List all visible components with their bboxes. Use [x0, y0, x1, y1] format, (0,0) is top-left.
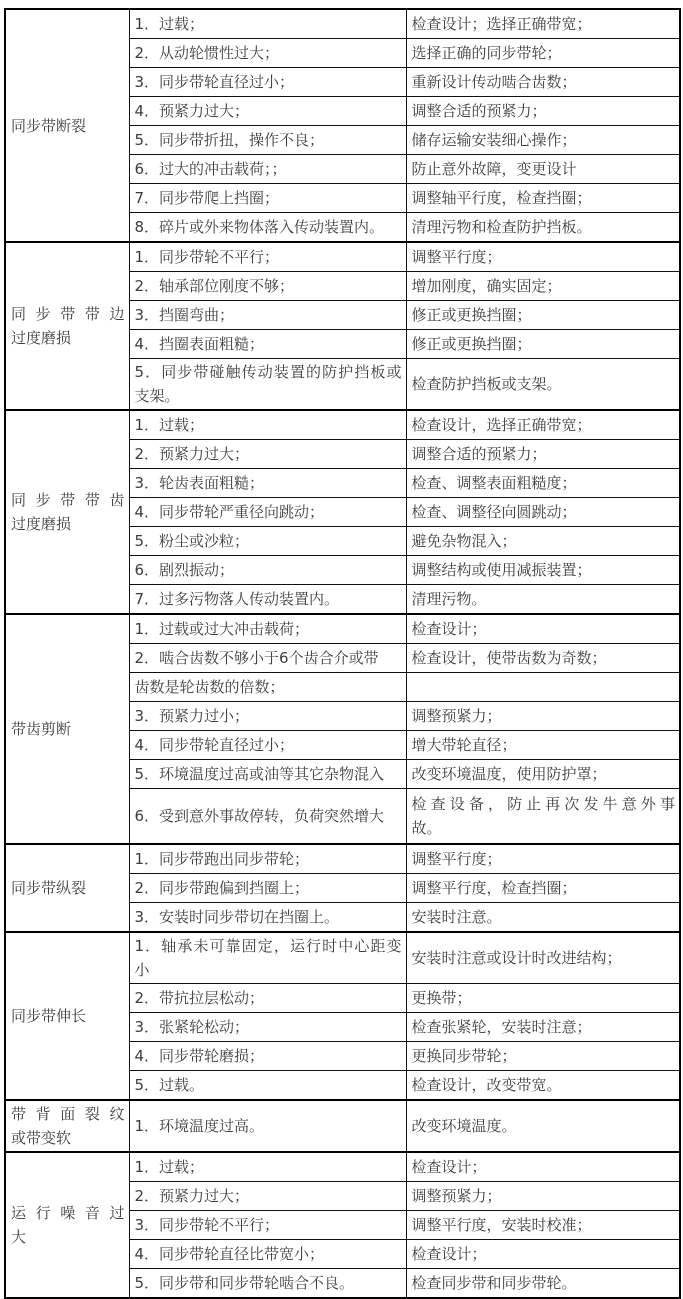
solution-cell: 增加刚度，确实固定； — [406, 272, 680, 301]
solution-cell — [406, 673, 680, 702]
solution-cell: 修正或更换挡圈； — [406, 301, 680, 330]
cause-cell: 2．带抗拉层松动； — [129, 984, 406, 1013]
cause-cell: 3．同步带轮直径过小； — [129, 68, 406, 97]
solution-cell: 调整平行度； — [406, 844, 680, 874]
cause-cell: 4．同步带轮严重径向跳动； — [129, 498, 406, 527]
solution-cell: 调整平行度，安装时校准； — [406, 1211, 680, 1240]
table-row — [5, 1152, 680, 1182]
cause-cell: 3．挡圈弯曲； — [129, 301, 406, 330]
cause-cell: 5．同步带折扭，操作不良； — [129, 126, 406, 155]
cause-cell: 1．同步带跑出同步带轮； — [129, 844, 406, 874]
failure-mode-label: 同步带带齿 过度磨损 — [11, 491, 125, 533]
solution-cell: 检查设计；选择正确带宽； — [406, 9, 680, 39]
failure-mode-cell — [5, 1100, 129, 1152]
cause-cell: 5．过载。 — [129, 1071, 406, 1101]
solution-cell: 检查同步带和同步带轮。 — [406, 1269, 680, 1299]
cause-cell: 3．预紧力过小； — [129, 702, 406, 731]
section-edge-wear — [5, 242, 680, 410]
solution-cell: 调整平行度； — [406, 242, 680, 272]
solution-cell: 安装时注意。 — [406, 903, 680, 933]
cause-cell: 7．同步带爬上挡圈； — [129, 184, 406, 213]
cause-cell: 5．同步带和同步带轮啮合不良。 — [129, 1269, 406, 1299]
failure-mode-label: 带背面裂纹 或带变软 — [11, 1105, 125, 1147]
cause-cell: 5．环境温度过高或油等其它杂物混入 — [129, 760, 406, 789]
solution-cell: 调整预紧力； — [406, 702, 680, 731]
cause-cell: 3．安装时同步带切在挡圈上。 — [129, 903, 406, 933]
solution-cell: 检查设计； — [406, 1152, 680, 1182]
table-row — [5, 614, 680, 644]
cause-cell: 5．粉尘或沙粒； — [129, 527, 406, 556]
failure-mode-cell — [5, 410, 129, 614]
solution-cell: 重新设计传动啮合齿数； — [406, 68, 680, 97]
cause-cell: 5．同步带碰触传动装置的防护挡板或 支架。 — [129, 359, 406, 411]
failure-mode-label: 同步带断裂 — [11, 116, 87, 135]
cause-cell: 1．过载； — [129, 9, 406, 39]
solution-cell: 检查防护挡板或支架。 — [406, 359, 680, 411]
cause-cell: 4．挡圈表面粗糙； — [129, 330, 406, 359]
cause-cell: 3．张紧轮松动； — [129, 1013, 406, 1042]
solution-cell: 更换同步带轮； — [406, 1042, 680, 1071]
table-row — [5, 932, 680, 984]
failure-mode-cell — [5, 932, 129, 1100]
cause-cell: 1．过载； — [129, 410, 406, 440]
solution-cell: 检查张紧轮，安装时注意； — [406, 1013, 680, 1042]
cause-cell: 2．从动轮惯性过大； — [129, 39, 406, 68]
failure-mode-cell — [5, 614, 129, 844]
solution-cell: 检查、调整径向圆跳动； — [406, 498, 680, 527]
solution-cell: 储存运输安装细心操作； — [406, 126, 680, 155]
failure-mode-cell — [5, 242, 129, 410]
failure-mode-label: 同步带伸长 — [11, 1007, 87, 1025]
solution-cell: 选择正确的同步带轮； — [406, 39, 680, 68]
cause-cell: 2．同步带跑偏到挡圈上； — [129, 874, 406, 903]
cause-cell: 7．过多污物落人传动装置内。 — [129, 585, 406, 615]
cause-cell: 1．环境温度过高。 — [129, 1100, 406, 1152]
section-belt-elongation — [5, 932, 680, 1100]
section-longitudinal-crack — [5, 844, 680, 932]
solution-cell: 改变环境温度，使用防护罩； — [406, 760, 680, 789]
cause-cell: 2．啮合齿数不够小于6个齿合介或带 — [129, 644, 406, 673]
solution-cell: 防止意外故障，变更设计 — [406, 155, 680, 184]
table-row — [5, 844, 680, 874]
cause-cell: 6．过大的冲击载荷；； — [129, 155, 406, 184]
section-running-noise — [5, 1152, 680, 1298]
failure-mode-label: 带齿剪断 — [11, 720, 72, 738]
solution-cell: 调整预紧力； — [406, 1182, 680, 1211]
solution-cell: 检查设计，改变带宽。 — [406, 1071, 680, 1101]
cause-cell: 1．同步带轮不平行； — [129, 242, 406, 272]
solution-cell: 调整结构或使用减振装置； — [406, 556, 680, 585]
solution-cell: 更换带； — [406, 984, 680, 1013]
cause-cell: 1．过载； — [129, 1152, 406, 1182]
solution-cell: 清理污物。 — [406, 585, 680, 615]
cause-cell: 4．预紧力过大； — [129, 97, 406, 126]
cause-cell: 4．同步带轮直径比带宽小； — [129, 1240, 406, 1269]
failure-mode-label: 同步带纵裂 — [11, 879, 87, 897]
cause-cell: 4．同步带轮直径过小； — [129, 731, 406, 760]
solution-cell: 安装时注意或设计时改进结构； — [406, 932, 680, 984]
solution-cell: 检查设备，防止再次发牛意外事 故。 — [406, 789, 680, 845]
solution-cell: 避免杂物混入； — [406, 527, 680, 556]
solution-cell: 检查、调整表面粗糙度； — [406, 469, 680, 498]
cause-cell: 齿数是轮齿数的倍数； — [129, 673, 406, 702]
cause-cell: 2．轴承部位刚度不够； — [129, 272, 406, 301]
solution-cell: 检查设计； — [406, 614, 680, 644]
cause-cell: 6．受到意外事故停转，负荷突然增大 — [129, 789, 406, 845]
table-row — [5, 410, 680, 440]
cause-cell: 4．同步带轮磨损； — [129, 1042, 406, 1071]
cause-cell: 1．过载或过大冲击载荷； — [129, 614, 406, 644]
failure-mode-cell — [5, 844, 129, 932]
page — [0, 8, 683, 1299]
cause-cell: 3．同步带轮不平行； — [129, 1211, 406, 1240]
solution-cell: 改变环境温度。 — [406, 1100, 680, 1152]
cause-cell: 2．预紧力过大； — [129, 1182, 406, 1211]
solution-cell: 检查设计，使带齿数为奇数； — [406, 644, 680, 673]
solution-cell: 清理污物和检查防护挡板。 — [406, 213, 680, 243]
failure-mode-cell — [5, 1152, 129, 1298]
solution-cell: 修正或更换挡圈； — [406, 330, 680, 359]
cause-cell: 6．剧烈振动； — [129, 556, 406, 585]
failure-mode-table — [4, 8, 681, 1299]
solution-cell: 调整合适的预紧力； — [406, 97, 680, 126]
cause-cell: 3．轮齿表面粗糙； — [129, 469, 406, 498]
table-row — [5, 1100, 680, 1152]
solution-cell: 检查设计； — [406, 1240, 680, 1269]
section-tooth-wear — [5, 410, 680, 614]
solution-cell: 调整合适的预紧力； — [406, 440, 680, 469]
table-row — [5, 242, 680, 272]
section-tooth-shear — [5, 614, 680, 844]
failure-mode-label: 同步带带边 过度磨损 — [11, 305, 125, 347]
section-back-crack-softening — [5, 1100, 680, 1152]
solution-cell: 调整平行度，检查挡圈； — [406, 874, 680, 903]
cause-cell: 1．轴承未可靠固定，运行时中心距变 小 — [129, 932, 406, 984]
solution-cell: 检查设计，选择正确带宽； — [406, 410, 680, 440]
failure-mode-cell — [5, 9, 129, 242]
table-row — [5, 9, 680, 39]
failure-mode-label: 运行噪音过 大 — [11, 1204, 125, 1246]
solution-cell: 增大带轮直径； — [406, 731, 680, 760]
cause-cell: 2．预紧力过大； — [129, 440, 406, 469]
cause-cell: 8．碎片或外来物体落入传动装置内。 — [129, 213, 406, 243]
section-belt-breakage — [5, 9, 680, 242]
solution-cell: 调整轴平行度，检查挡圈； — [406, 184, 680, 213]
